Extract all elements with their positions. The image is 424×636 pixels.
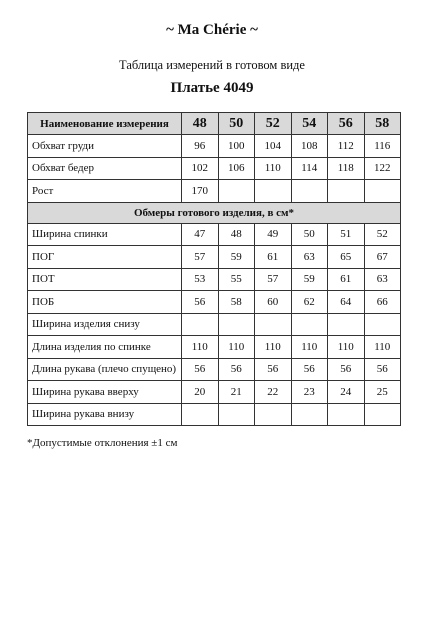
row-label: Ширина спинки [28,223,182,246]
cell-value [291,180,328,203]
row-label: ПОГ [28,246,182,269]
table-header-row [28,113,401,135]
cell-value: 48 [218,223,255,246]
cell-value [328,403,365,426]
tolerance-note: *Допустимые отклонения ±1 см [27,437,178,449]
cell-value [218,403,255,426]
cell-value: 104 [255,135,292,158]
cell-value: 59 [291,268,328,291]
row-label: Ширина изделия снизу [28,313,182,336]
table-row [28,336,401,359]
cell-value [255,180,292,203]
cell-value [182,403,219,426]
size-header: 56 [328,113,365,135]
cell-value: 108 [291,135,328,158]
table-row [28,223,401,246]
cell-value: 56 [182,291,219,314]
size-header: 52 [255,113,292,135]
row-label: Ширина рукава вверху [28,381,182,404]
cell-value: 64 [328,291,365,314]
cell-value: 63 [364,268,401,291]
cell-value: 24 [328,381,365,404]
table-row [28,381,401,404]
cell-value: 63 [291,246,328,269]
cell-value: 102 [182,157,219,180]
cell-value: 96 [182,135,219,158]
cell-value: 56 [182,358,219,381]
table-row [28,246,401,269]
cell-value: 170 [182,180,219,203]
cell-value: 67 [364,246,401,269]
row-label: Обхват бедер [28,157,182,180]
table-row [28,358,401,381]
cell-value: 56 [328,358,365,381]
table-row [28,135,401,158]
size-header: 50 [218,113,255,135]
cell-value: 110 [218,336,255,359]
cell-value: 56 [291,358,328,381]
cell-value: 25 [364,381,401,404]
cell-value: 52 [364,223,401,246]
cell-value: 50 [291,223,328,246]
cell-value: 61 [328,268,365,291]
cell-value: 61 [255,246,292,269]
cell-value: 112 [328,135,365,158]
cell-value [364,180,401,203]
size-table-body [28,113,401,426]
size-table [27,112,401,426]
table-row [28,180,401,203]
cell-value: 66 [364,291,401,314]
row-label: Длина рукава (плечо спущено) [28,358,182,381]
cell-value: 122 [364,157,401,180]
cell-value: 59 [218,246,255,269]
cell-value: 56 [364,358,401,381]
cell-value: 106 [218,157,255,180]
header-label: Наименование измерения [28,113,182,135]
cell-value: 57 [255,268,292,291]
row-label: ПОБ [28,291,182,314]
cell-value [328,180,365,203]
document-subtitle: Таблица измерений в готовом виде [119,58,305,72]
table-row [28,313,401,336]
row-label: Ширина рукава внизу [28,403,182,426]
cell-value: 58 [218,291,255,314]
cell-value [255,313,292,336]
row-label: ПОТ [28,268,182,291]
cell-value: 56 [218,358,255,381]
cell-value: 114 [291,157,328,180]
cell-value [218,313,255,336]
cell-value: 47 [182,223,219,246]
row-label: Рост [28,180,182,203]
cell-value [328,313,365,336]
cell-value [182,313,219,336]
cell-value: 110 [328,336,365,359]
size-header: 58 [364,113,401,135]
brand-title: ~ Ma Chérie ~ [166,22,258,38]
cell-value [364,313,401,336]
cell-value: 21 [218,381,255,404]
table-row [28,291,401,314]
cell-value: 110 [182,336,219,359]
cell-value: 62 [291,291,328,314]
table-row [28,403,401,426]
cell-value: 57 [182,246,219,269]
cell-value [218,180,255,203]
cell-value: 110 [255,336,292,359]
cell-value: 49 [255,223,292,246]
cell-value [364,403,401,426]
row-label: Обхват груди [28,135,182,158]
table-row [28,268,401,291]
row-label: Длина изделия по спинке [28,336,182,359]
cell-value: 20 [182,381,219,404]
cell-value: 60 [255,291,292,314]
cell-value: 51 [328,223,365,246]
table-row [28,157,401,180]
size-header: 54 [291,113,328,135]
cell-value: 53 [182,268,219,291]
size-header: 48 [182,113,219,135]
cell-value: 100 [218,135,255,158]
cell-value: 116 [364,135,401,158]
cell-value: 56 [255,358,292,381]
cell-value: 22 [255,381,292,404]
cell-value: 65 [328,246,365,269]
cell-value [291,313,328,336]
model-title: Платье 4049 [170,80,254,96]
cell-value: 118 [328,157,365,180]
cell-value: 55 [218,268,255,291]
cell-value [255,403,292,426]
cell-value: 110 [255,157,292,180]
section-label: Обмеры готового изделия, в см* [28,202,401,223]
cell-value: 110 [364,336,401,359]
section-header-row [28,202,401,223]
cell-value [291,403,328,426]
cell-value: 110 [291,336,328,359]
cell-value: 23 [291,381,328,404]
